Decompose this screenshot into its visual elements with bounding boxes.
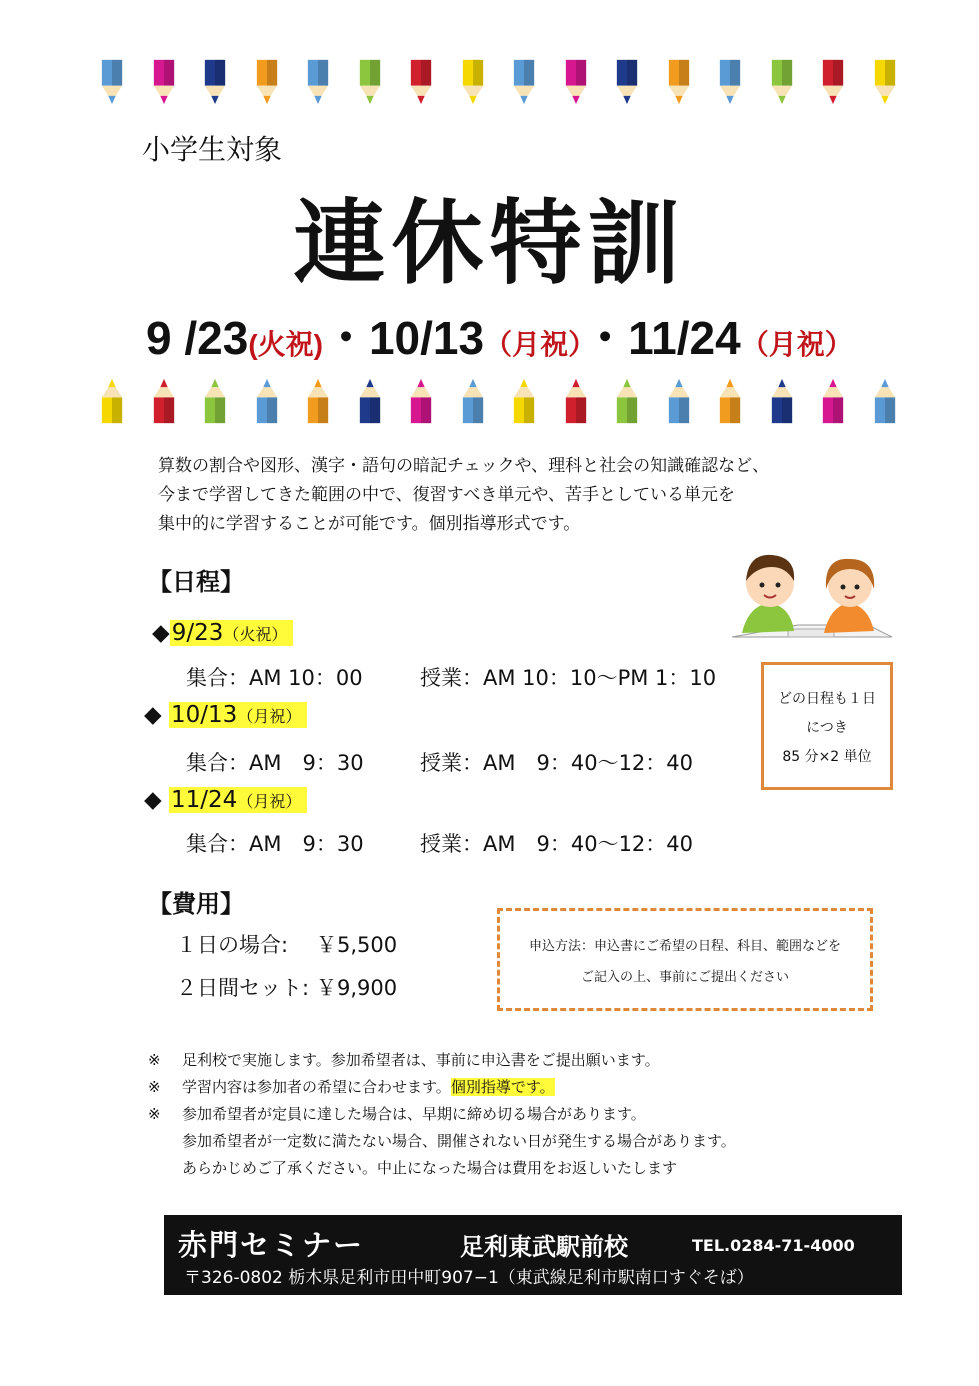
phone-number: TEL.0284-71-4000: [692, 1236, 855, 1255]
schedule-info-box: [761, 662, 893, 790]
note-text: 足利校で実施します。参加希望者は、事前に申込書をご提出願います。: [182, 1051, 660, 1069]
pencil-icon: [203, 375, 227, 427]
address: 〒326-0802 栃木県足利市田中町907−1（東武線足利市駅南口すぐそば）: [184, 1268, 754, 1288]
schedule-info-line: につき: [806, 720, 848, 736]
pencil-icon: [564, 56, 588, 108]
schedule-date-text: 10/13: [171, 702, 238, 728]
pencil-icon: [667, 56, 691, 108]
pencil-icon: [255, 56, 279, 108]
fee-label-1: １日の場合:: [176, 933, 289, 957]
description-line: 集中的に学習することが可能です。個別指導形式です。: [158, 514, 581, 534]
pencil-icon: [873, 375, 897, 427]
pencil-icon: [512, 375, 536, 427]
fee-label-2: ２日間セット:: [176, 976, 310, 1000]
date-separator: ・: [582, 312, 629, 364]
pencil-icon: [873, 56, 897, 108]
meet-time-2: 集合：AM 9：30: [186, 751, 364, 775]
pencil-icon: [152, 56, 176, 108]
lesson-time-1: 授業：AM 10：10〜PM 1：10: [420, 666, 717, 690]
schedule-date-1: [152, 620, 293, 646]
notes: [148, 1047, 736, 1182]
branch-name: 足利東武駅前校: [460, 1233, 628, 1261]
school-name: 赤門セミナー: [178, 1228, 365, 1262]
page-title: 連休特訓: [293, 190, 686, 297]
schedule-info-line: 85 分×2 単位: [782, 749, 872, 765]
note-line: [148, 1074, 736, 1101]
pencil-icon: [461, 56, 485, 108]
note-text: 学習内容は参加者の希望に合わせます。: [182, 1078, 451, 1096]
diamond-icon: ◆: [152, 620, 170, 646]
description-line: 算数の割合や図形、漢字・語句の暗記チェックや、理科と社会の知識確認など、: [158, 456, 770, 476]
pencil-icon: [718, 375, 742, 427]
date-separator: ・: [322, 312, 369, 364]
pencil-icon: [667, 375, 691, 427]
meet-time-3: 集合：AM 9：30: [186, 832, 364, 856]
schedule-date-2: [144, 702, 307, 728]
application-info-line: ご記入の上、事前にご提出ください: [580, 970, 789, 985]
note-continuation: 参加希望者が一定数に満たない場合、開催されない日が発生する場合があります。: [182, 1132, 736, 1150]
schedule-date-text: 9/23: [171, 620, 224, 646]
pencil-icon: [718, 56, 742, 108]
fee-price-1: ￥5,500: [316, 933, 398, 957]
pencil-icon: [770, 56, 794, 108]
footer-banner: [164, 1215, 902, 1295]
schedule-date-note: （月祝）: [237, 707, 302, 726]
diamond-icon: ◆: [144, 702, 162, 728]
note-line: [148, 1101, 736, 1128]
date-3: 11/24: [628, 312, 741, 364]
lesson-time-2: 授業：AM 9：40〜12：40: [420, 751, 694, 775]
lesson-time-3: 授業：AM 9：40〜12：40: [420, 832, 694, 856]
pencil-icon: [358, 56, 382, 108]
schedule-date-3: [144, 787, 307, 813]
pencil-icon: [512, 56, 536, 108]
note-mark: ※: [148, 1105, 161, 1123]
date-1: 9 /23: [146, 312, 249, 364]
pencil-icon: [821, 375, 845, 427]
note-continuation: あらかじめご了承ください。中止になった場合は費用をお返しいたします: [182, 1159, 678, 1177]
pencil-icon: [564, 375, 588, 427]
pencil-icon: [255, 375, 279, 427]
pencil-icon: [203, 56, 227, 108]
event-dates: [146, 302, 853, 368]
pencil-icon: [770, 375, 794, 427]
note-line: [148, 1047, 736, 1074]
diamond-icon: ◆: [144, 787, 162, 813]
note-text: 参加希望者が定員に達した場合は、早期に締め切る場合があります。: [182, 1105, 646, 1123]
pencil-icon: [100, 56, 124, 108]
pencil-icon: [306, 375, 330, 427]
pencil-icon: [461, 375, 485, 427]
schedule-date-text: 11/24: [171, 787, 238, 813]
note-mark: ※: [148, 1051, 161, 1069]
pencil-row-bottom: [100, 375, 910, 427]
note-mark: ※: [148, 1078, 161, 1096]
meet-time-1: 集合：AM 10：00: [186, 666, 363, 690]
pencil-icon: [409, 56, 433, 108]
fee-price-2: ￥9,900: [316, 976, 398, 1000]
description-line: 今まで学習してきた範囲の中で、復習すべき単元や、苦手としている単元を: [158, 485, 735, 505]
date-1-note: (火祝): [248, 329, 323, 360]
pencil-icon: [100, 375, 124, 427]
date-3-note: （月祝）: [740, 329, 853, 360]
schedule-heading: 【日程】: [148, 568, 244, 596]
pencil-icon: [306, 56, 330, 108]
target-audience: 小学生対象: [142, 133, 283, 166]
pencil-icon: [615, 375, 639, 427]
description: [158, 452, 769, 539]
schedule-date-note: （月祝）: [237, 792, 302, 811]
pencil-row-top: [100, 56, 910, 108]
schedule-info-line: どの日程も１日: [778, 691, 876, 707]
date-2-note: （月祝）: [484, 329, 583, 360]
application-info-line: 申込方法：申込書にご希望の日程、科目、範囲などを: [528, 939, 841, 954]
pencil-icon: [409, 375, 433, 427]
note-highlight: 個別指導です。: [450, 1078, 555, 1096]
application-info-box: [497, 908, 873, 1011]
date-2: 10/13: [368, 312, 485, 364]
pencil-icon: [615, 56, 639, 108]
fees-heading: 【費用】: [148, 890, 244, 918]
kids-studying-illustration: [728, 545, 894, 645]
schedule-date-note: （火祝）: [223, 625, 288, 644]
pencil-icon: [358, 375, 382, 427]
pencil-icon: [152, 375, 176, 427]
pencil-icon: [821, 56, 845, 108]
